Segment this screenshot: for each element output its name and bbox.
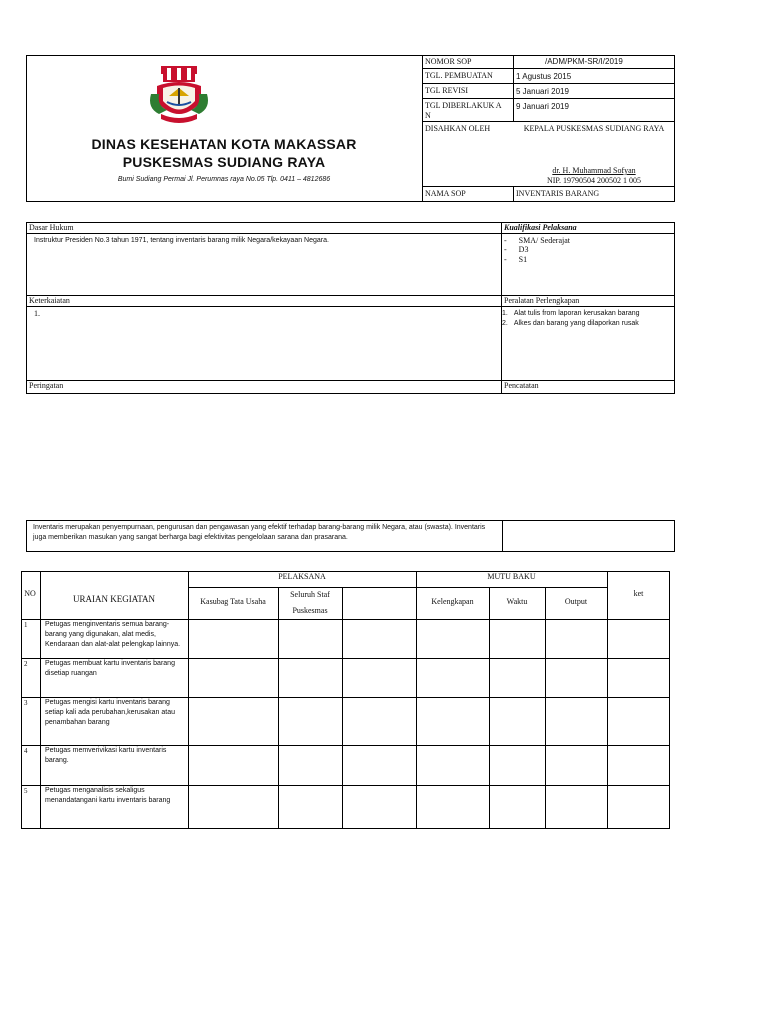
dasar-hukum-text: Instruktur Presiden No.3 tahun 1971, tentang inventaris barang milik Negara/kekayaan Negara. — [34, 237, 329, 244]
field-value-diberlakukan: 9 Januari 2019 — [516, 102, 569, 111]
kualifikasi-item: - D3 — [504, 245, 529, 254]
field-value-revisi: 5 Januari 2019 — [516, 87, 569, 96]
pencatatan-label: Pencatatan — [504, 381, 539, 390]
org-address: Bumi Sudiang Permai Jl. Perumnas raya No.05 Tlp. 0411 – 4812686 — [117, 176, 331, 183]
keterkaitan-label: Keterkaiatan — [29, 296, 70, 305]
makassar-emblem-icon — [147, 64, 211, 128]
header-divider — [422, 55, 423, 202]
row-no: 2 — [24, 660, 28, 668]
col-no: NO — [24, 589, 36, 598]
header-value-divider-2 — [513, 186, 514, 202]
field-label-pembuatan: TGL. PEMBUATAN — [425, 71, 493, 80]
description-text: Inventaris merupakan penyempurnaan, pengurusan dan pengawasan yang efektif terhadap barang-barang milik Negara, atau (swasta). Inventaris juga memberikan masukan yang sangat berharga bagi efektivitas pengelolaan sarana dan prasarana. — [33, 524, 486, 541]
row-text: Petugas mengisi kartu inventaris barang setiap kali ada perubahan,kerusakan atau penambahan barang — [45, 699, 175, 726]
col-waktu: Waktu — [506, 597, 528, 606]
signer-nip: NIP. 19790504 200502 1 005 — [546, 176, 641, 185]
disahkan-title: KEPALA PUSKESMAS SUDIANG RAYA — [523, 124, 665, 133]
signer-name: dr. H. Muhammad Sofyan — [552, 166, 636, 175]
field-value-pembuatan: 1 Agustus 2015 — [516, 72, 572, 81]
col-mutu: MUTU BAKU — [487, 572, 536, 581]
dasar-hukum-label: Dasar Hukum — [29, 223, 74, 232]
kualifikasi-item: - SMA/ Sederajat — [504, 236, 570, 245]
nama-sop-label: NAMA SOP — [425, 189, 466, 198]
info-block — [26, 222, 675, 394]
col-pelaksana: PELAKSANA — [278, 572, 326, 581]
org-subtitle: PUSKESMAS SUDIANG RAYA — [122, 154, 326, 170]
col-seluruh: Seluruh Staf Puskesmas — [290, 590, 330, 615]
col-output: Output — [564, 597, 588, 606]
col-kasubag: Kasubag Tata Usaha — [200, 597, 266, 606]
col-uraian: URAIAN KEGIATAN — [72, 594, 156, 604]
peralatan-label: Peralatan Perlengkapan — [504, 296, 580, 305]
row-text: Petugas memverivikasi kartu inventaris barang. — [45, 747, 167, 764]
col-kelengkapan: Kelengkapan — [431, 597, 474, 606]
disahkan-label: DISAHKAN OLEH — [425, 124, 491, 133]
org-title: DINAS KESEHATAN KOTA MAKASSAR — [91, 136, 357, 152]
keterkaitan-item: 1. — [34, 309, 40, 318]
col-ket: ket — [633, 589, 644, 598]
field-label-revisi: TGL REVISI — [425, 86, 469, 95]
row-no: 3 — [24, 699, 28, 707]
logo — [147, 64, 211, 128]
peralatan-item: 1. Alat tulis from laporan kerusakan barang — [502, 310, 640, 317]
row-no: 5 — [24, 787, 28, 795]
peringatan-label: Peringatan — [29, 381, 64, 390]
field-label-nomor: NOMOR SOP — [425, 57, 472, 66]
row-text: Petugas menganalisis sekaligus menandatangani kartu inventaris barang — [45, 787, 171, 804]
kualifikasi-label: Kualifikasi Pelaksana — [504, 223, 577, 232]
row-no: 4 — [24, 747, 28, 755]
field-value-nomor: /ADM/PKM-SR/I/2019 — [545, 57, 623, 66]
field-label-diberlakukan: TGL DIBERLAKUK AN — [425, 101, 502, 120]
kualifikasi-item: - S1 — [504, 255, 528, 264]
nama-sop-value: INVENTARIS BARANG — [516, 189, 600, 198]
row-no: 1 — [24, 621, 28, 629]
row-text: Petugas membuat kartu inventaris barang disetiap ruangan — [45, 660, 175, 677]
header-value-divider — [513, 55, 514, 121]
row-text: Petugas menginventaris semua barang-barang yang digunakan, alat medis, Kendaraan dan alat-alat pelengkap lainnya. — [45, 621, 181, 648]
peralatan-item: 2. Alkes dan barang yang dilaporkan rusak — [502, 320, 639, 327]
